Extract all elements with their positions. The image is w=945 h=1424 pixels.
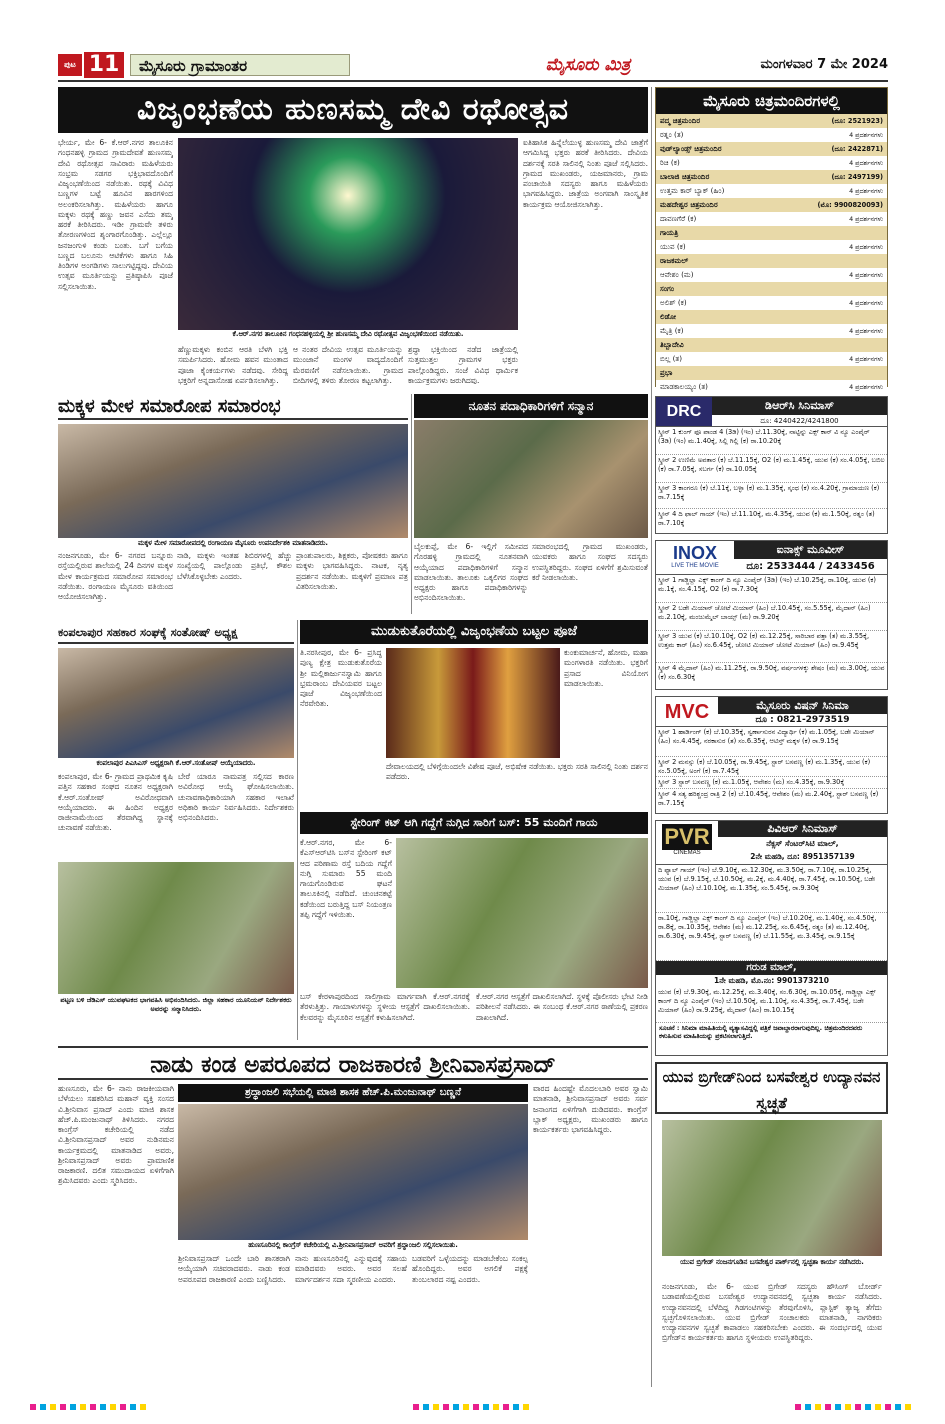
pvr-sublogo: CINEMAS xyxy=(673,850,701,856)
story4-col1: ಕಂಪಲಾಪುರ, ಮೇ 6- ಗ್ರಾಮದ ಪ್ರಾಥಮಿಕ ಕೃಷಿ ಪತ್ತಿನ ಸಹಕಾರ ಸಂಘದ ನೂತನ ಅಧ್ಯಕ್ಷರಾಗಿ ಕೆ.ಆರ್.ಸಂತೋಷ್ ಅವಿರೋಧವಾಗಿ ಆಯ್ಕೆಯಾದರು. ಈ ಹಿಂದಿನ ಅಧ್ಯಕ್ಷರ ರಾಜೀನಾಮೆಯಿಂದ ತೆರವಾಗಿದ್ದ ಸ್ಥಾನಕ್ಕೆ ಚುನಾವಣೆ ನಡೆಯಿತು. xyxy=(58,772,173,833)
theatre-name: ಸಂಗಂ xyxy=(660,284,675,293)
registration-marks xyxy=(30,1404,915,1412)
theatre-film: ಅಲಿಶ್ (ಕ) xyxy=(660,298,687,307)
story1-col3: ಆ ನಂತರ ದೇವಿಯ ಉತ್ಸವ ಮೂರ್ತಿಯನ್ನು ಮುಂಜಾನೆ ಮಂಗಳ ವಾದ್ಯದೊಂದಿಗೆ ಮೆರವಣಿಗೆ ನಡೆಸಲಾಯಿತು. ಗ್ರಾಮದ ಬೀದಿಗಳಲ್ಲಿ ತಳಿರು ತೋರಣ ಕಟ್ಟಲಾಗಿತ್ತು. xyxy=(293,345,403,385)
story7-photo xyxy=(178,1104,528,1240)
story4-headline: ಕಂಪಲಾಪುರ ಸಹಕಾರ ಸಂಘಕ್ಕೆ ಸಂತೋಷ್ ಅಧ್ಯಕ್ಷ xyxy=(58,620,294,644)
header-rule xyxy=(58,80,888,82)
theatre-name: ತಿಬ್ಬಾದೇವಿ xyxy=(660,340,684,349)
page-header xyxy=(58,52,888,80)
pvr-phone: 2ನೇ ಮಹಡಿ, ದೂ: 8951357139 xyxy=(750,852,855,861)
masthead: ಮೈಸೂರು ಮಿತ್ರ xyxy=(545,55,631,75)
page-date: ಮಂಗಳವಾರ 7 ಮೇ 2024 xyxy=(760,57,888,72)
theatre-name-row xyxy=(656,226,887,240)
mvc-title: ಮೈಸೂರು ವಿಷನ್ ಸಿನಿಮಾ xyxy=(718,697,887,714)
story8-headline: ಯುವ ಬ್ರಿಗೇಡ್‌ನಿಂದ ಬಸವೇಶ್ವರ ಉದ್ಯಾನವನ ಸ್ವಚ್ಛತೆ xyxy=(655,1062,888,1114)
theatre-film: ಉತ್ತಮ ಕಾರ್ ಬ್ಯಾಕ್ (ಹಿಂ) xyxy=(660,186,725,195)
inox-title: ಐನಾಕ್ಸ್ ಮೂವೀಸ್ xyxy=(734,541,887,559)
inox-phone: ದೂ: 2533444 / 2433456 xyxy=(746,561,875,572)
story1-col1: ಭೇರ್ಯ, ಮೇ 6- ಕೆ.ಆರ್.ನಗರ ತಾಲೂಕಿನ ಗಂಧನಹಳ್ಳಿ ಗ್ರಾಮದ ಗ್ರಾಮದೇವತೆ ಹುಣಸಮ್ಮ ದೇವಿ ರಥೋತ್ಸವ ಸಾವಿರಾರು ಮಹಿಳೆಯರು ಸಂಭ್ರಮ ಸಡಗರ ಭಕ್ತಿಭಾವದೊಂದಿಗೆ ವಿಜೃಂಭಣೆಯಿಂದ ನಡೆಯಿತು. ರಥಕ್ಕೆ ವಿವಿಧ ಬಣ್ಣಗಳ ಬಟ್ಟೆ ಹೂವಿನ ಹಾರಗಳಿಂದ ಅಲಂಕರಿಸಲಾಗಿತ್ತು. ಮಹಿಳೆಯರು ಹಾಗೂ ಮಕ್ಕಳು ರಥಕ್ಕೆ ಹಣ್ಣು ಜವನ ಎಸೆದು ತಮ್ಮ ಹರಕೆ ತೀರಿಸಿದರು. ಇಡೀ ಗ್ರಾಮವೇ ತಳಿರು ತೋರಣಗಳಿಂದ ಶೃಂಗಾರಗೊಂಡಿತ್ತು. ಎಲ್ಲೆಲ್ಲೂ ಜನಜಂಗುಳಿ ಕಂಡು ಬಂತು. ಬಗೆ ಬಗೆಯ ಬಣ್ಣದ ಬಲೂನು ಆಟಿಕೆಗಳು ಹಾಗೂ ಸಿಹಿ ತಿಂಡಿಗಳ ಅಂಗಡಿಗಳು ಸಾಲುಗಟ್ಟಿದ್ದವು. ದೇವಿಯ ಉತ್ಸವ ಮೂರ್ತಿಯನ್ನು ಪ್ರತಿಷ್ಠಾಪಿಸಿ ಪೂಜೆ ಸಲ್ಲಿಸಲಾಯಿತು. xyxy=(58,138,173,291)
story7-col2: ಶ್ರೀನಿವಾಸಪ್ರಸಾದ್ ಒಂದೇ ಬಾರಿ ಶಾಸಕರಾಗಿ ಆಯ್ಕೆಯಾಗಿ ಸಚಿವರಾದವರು. ನಾಡು ಕಂಡ ಅಪರೂಪದ ರಾಜಕಾರಣಿ ಎಂದು ಬಣ್ಣಿಸಿದರು. xyxy=(178,1254,290,1284)
story4-col2: ಬೇರೆ ಯಾರೂ ನಾಮಪತ್ರ ಸಲ್ಲಿಸದ ಕಾರಣ ಅವಿರೋಧ ಆಯ್ಕೆ ಘೋಷಿಸಲಾಯಿತು. ಚುನಾವಣಾಧಿಕಾರಿಯಾಗಿ ಸಹಕಾರ ಇಲಾಖೆ ಅಧಿಕಾರಿ ಕಾರ್ಯ ನಿರ್ವಹಿಸಿದರು. ನಿರ್ದೇಶಕರು ಅಭಿನಂದಿಸಿದರು. xyxy=(178,772,294,822)
story1-col5: ಐತಿಹಾಸಿಕ ಹಿನ್ನೆಲೆಯುಳ್ಳ ಹುಣಸಮ್ಮ ದೇವಿ ಜಾತ್ರೆಗೆ ಆಗಮಿಸಿದ್ದ ಭಕ್ತರು ಹರಕೆ ತೀರಿಸಿದರು. ದೇವಿಯ ದರ್ಶನಕ್ಕೆ ಸರತಿ ಸಾಲಿನಲ್ಲಿ ನಿಂತು ಪೂಜೆ ಸಲ್ಲಿಸಿದರು. ಗ್ರಾಮದ ಮುಖಂಡರು, ಯಜಮಾನರು, ಗ್ರಾಮ ಪಂಚಾಯಿತಿ ಸದಸ್ಯರು ಹಾಗೂ ಮಹಿಳೆಯರು ಭಾಗವಹಿಸಿದ್ದರು. ಜಾತ್ರೆಯ ಅಂಗವಾಗಿ ಸಾಂಸ್ಕೃತಿಕ ಕಾರ್ಯಕ್ರಮ ಆಯೋಜಿಸಲಾಗಿತ್ತು. xyxy=(523,138,648,209)
story8-photo xyxy=(662,1120,882,1256)
story8-body: ನಂಜನಗೂಡು, ಮೇ 6- ಯುವ ಬ್ರಿಗೇಡ್ ಸದಸ್ಯರು ಹೌಸಿಂಗ್ ಬೋರ್ಡ್ ಬಡಾವಣೆಯಲ್ಲಿರುವ ಬಸವೇಶ್ವರ ಉದ್ಯಾನವನದಲ್ಲಿ ಸ್ವಚ್ಛತಾ ಕಾರ್ಯ ನಡೆಸಿದರು. ಉದ್ಯಾನವನದಲ್ಲಿ ಬೆಳೆದಿದ್ದ ಗಿಡಗಂಟಿಗಳನ್ನು ತೆರವುಗೊಳಿಸಿ, ಪ್ಲಾಸ್ಟಿಕ್ ತ್ಯಾಜ್ಯ ತೆಗೆದು ಸ್ವಚ್ಛಗೊಳಿಸಲಾಯಿತು. ಯುವ ಬ್ರಿಗೇಡ್ ಸಂಚಾಲಕರು ಮಾತನಾಡಿ, ನಾಗರಿಕರು ಉದ್ಯಾನವನಗಳ ಸ್ವಚ್ಛತೆ ಕಾಪಾಡಲು ಸಹಕರಿಸಬೇಕು ಎಂದರು. ಈ ಸಂದರ್ಭದಲ್ಲಿ ಯುವ ಬ್ರಿಗೇಡ್‌ನ ಕಾರ್ಯಕರ್ತರು ಹಾಗೂ ಸ್ಥಳೀಯರು ಉಪಸ್ಥಿತರಿದ್ದರು. xyxy=(662,1282,882,1343)
story7-col1: ಹುಣಸೂರು, ಮೇ 6- ನಾನು ರಾಜಕೀಯವಾಗಿ ಬೆಳೆಯಲು ಸಹಕರಿಸಿದ ಮಹಾನ್ ವ್ಯಕ್ತಿ ಸಂಸದ ವಿ.ಶ್ರೀನಿವಾಸ ಪ್ರಸಾದ್ ಎಂದು ಮಾಜಿ ಶಾಸಕ ಹೆಚ್.ಪಿ.ಮಂಜುನಾಥ್ ತಿಳಿಸಿದರು. ನಗರದ ಕಾಂಗ್ರೆಸ್ ಕಚೇರಿಯಲ್ಲಿ ನಡೆದ ವಿ.ಶ್ರೀನಿವಾಸಪ್ರಸಾದ್ ಅವರ ನುಡಿನಮನ ಕಾರ್ಯಕ್ರಮದಲ್ಲಿ ಮಾತನಾಡಿದ ಅವರು, ಶ್ರೀನಿವಾಸಪ್ರಸಾದ್ ಅವರು ಪ್ರಾಮಾಣಿಕ ರಾಜಕಾರಣಿ. ದಲಿತ ಸಮುದಾಯದ ಏಳಿಗೆಗಾಗಿ ಶ್ರಮಿಸಿದವರು ಎಂದು ಸ್ಮರಿಸಿದರು. xyxy=(58,1084,174,1186)
story5-col1: ತಿ.ನರಸೀಪುರ, ಮೇ 6- ಪ್ರಸಿದ್ಧ ಪುಣ್ಯ ಕ್ಷೇತ್ರ ಮುಡುಕುತೊರೆಯ ಶ್ರೀ ಮಲ್ಲಿಕಾರ್ಜುನಸ್ವಾಮಿ ಹಾಗೂ ಭ್ರಮರಾಂಬ ದೇವಿಯವರ ಬಟ್ಟಲ ಪೂಜೆ ವಿಜೃಂಭಣೆಯಿಂದ ನೆರವೇರಿತು. xyxy=(300,648,382,709)
story5-photo xyxy=(386,648,560,758)
theatre-film: ಆವೇಶಂ (ಮ) xyxy=(660,270,694,279)
mvc-row: ಸ್ಕ್ರೀನ್ 4 ಸತ್ಯ ಹರಿಶ್ಚಂದ್ರ ರಾತ್ರಿ 2 (ಕ) ಬೆ.10.45ಕ್ಕೆ, ಆವೇಶಂ (ಮ) ಮ.2.40ಕ್ಕೆ, ಸ್ಟಾರ್ ಬಸವಣ್ಣ (ಕ) ರಾ.7.15ಕ್ಕೆ xyxy=(658,790,879,807)
theatre-film-row xyxy=(656,352,887,366)
story6-col3: ಕೆ.ಆರ್.ನಗರ ಆಸ್ಪತ್ರೆಗೆ ದಾಖಲಿಸಲಾಗಿದೆ. ಸ್ಥಳಕ್ಕೆ ಪೊಲೀಸರು ಭೇಟಿ ನೀಡಿ ಪರಿಶೀಲನೆ ನಡೆಸಿದರು. ಈ ಸಂಬಂಧ ಕೆ.ಆರ್.ನಗರ ಠಾಣೆಯಲ್ಲಿ ಪ್ರಕರಣ ದಾಖಲಾಗಿದೆ. xyxy=(476,992,648,1022)
garuda-row: ಯುವ (ಕ) ಬೆ.9.30ಕ್ಕೆ, ಮ.12.25ಕ್ಕೆ, ಮ.3.40ಕ್ಕೆ, ಸಂ.6.30ಕ್ಕೆ, ರಾ.10.05ಕ್ಕೆ, ಗಾಡ್ಜಿಲ್ಲಾ ಎಕ್ಸ್ ಕಾಂಗ್ ದಿ ನ್ಯೂ ಎಂಪೈರ್ (ಇಂ) ಬೆ.10.50ಕ್ಕೆ, ಮ.1.10ಕ್ಕೆ, ಸಂ.4.35ಕ್ಕೆ, ರಾ.7.45ಕ್ಕೆ, ಬಡೇ ಮಿಯಾನ್ (ಹಿಂ) ರಾ.9.25ಕ್ಕೆ, ಮೈದಾನ್ (ಹಿಂ) ರಾ.10.15ಕ್ಕೆ xyxy=(656,987,887,1023)
drc-row: ಸ್ಕ್ರೀನ್ 4 ದಿ ಫಾಲ್ ಗಾಯ್ (ಇಂ) ಬೆ.11.10ಕ್ಕೆ, ಮ.4.35ಕ್ಕೆ, ಯುವ (ಕ) ಮ.1.50ಕ್ಕೆ, ರತ್ನಂ (ತ) ರಾ.7.10ಕ್ಕೆ xyxy=(658,510,875,527)
inox-row: ಸ್ಕ್ರೀನ್ 1 ಗಾಡ್ಜಿಲ್ಲಾ ಎಕ್ಸ್ ಕಾಂಗ್ ದಿ ನ್ಯೂ ಎಂಪೈರ್ (3ಡಿ) (ಇಂ) ಬೆ.10.25ಕ್ಕೆ, ರಾ.10ಕ್ಕೆ, ಯುವ (ಕ) ಮ.1ಕ್ಕೆ, ಸಂ.4.15ಕ್ಕೆ, O2 (ಕ) ರಾ.7.30ಕ್ಕೆ xyxy=(656,575,887,603)
theatre-film-row xyxy=(656,128,887,142)
theatre-name: ರಾಜಕಮಲ್ xyxy=(660,256,689,265)
theatre-phone: (ದೂ: 2497199) xyxy=(831,172,883,181)
theatre-name-row xyxy=(656,170,887,184)
story2-photo xyxy=(58,424,408,538)
inox-row: ಸ್ಕ್ರೀನ್ 2 ಬಡೇ ಮಿಯಾನ್ ಚೋಟೆ ಮಿಯಾನ್ (ಹಿಂ) ಬೆ.10.45ಕ್ಕೆ, ಸಂ.5.55ಕ್ಕೆ, ಮೈದಾನ್ (ಹಿಂ) ಮ.2.10ಕ್ಕೆ, ಮಂಜುಮ್ಮೆಲ್ ಬಾಯ್ಸ್ (ಮ) ರಾ.9.20ಕ್ಕೆ xyxy=(656,603,887,631)
story1-col4: ಶ್ರದ್ಧಾ ಭಕ್ತಿಯಿಂದ ನಡೆದ ಜಾತ್ರೆಯಲ್ಲಿ ಸುತ್ತಮುತ್ತಲ ಗ್ರಾಮಗಳ ಭಕ್ತರು ಪಾಲ್ಗೊಂಡಿದ್ದರು. ಸಂಜೆ ವಿವಿಧ ಧಾರ್ಮಿಕ ಕಾರ್ಯಕ್ರಮಗಳು ಜರುಗಿದವು. xyxy=(408,345,518,385)
theatre-film-row xyxy=(656,240,887,254)
story4-photo xyxy=(58,648,294,758)
theatre-shows: 4 ಪ್ರದರ್ಶನಗಳು xyxy=(849,242,883,251)
theatre-shows: 4 ಪ್ರದರ್ಶನಗಳು xyxy=(849,382,883,391)
story1-photo-caption: ಕೆ.ಆರ್.ನಗರ ತಾಲೂಕಿನ ಗಂಧನಹಳ್ಳಿಯಲ್ಲಿ ಶ್ರೀ ಹುಣಸಮ್ಮ ದೇವಿ ರಥೋತ್ಸವ ವಿಜೃಂಭಣೆಯಿಂದ ನಡೆಯಿತು. xyxy=(232,330,464,338)
story2-caption: ಮಕ್ಕಳ ಮೇಳ ಸಮಾರೋಪದಲ್ಲಿ ರಂಗಾಯಣ ಮೈಸೂರು ಉಪನಿರ್ದೇಶಕಿ ಮಾತನಾಡಿದರು. xyxy=(137,539,329,547)
inox-row: ಸ್ಕ್ರೀನ್ 4 ಮೈದಾನ್ (ಹಿಂ) ಮ.11.25ಕ್ಕೆ, ರಾ.9.50ಕ್ಕೆ, ವರ್ಷಂಗಳಕ್ಕು ಶೇಷಂ (ಮ) ಮ.3.00ಕ್ಕೆ, ಯುವ (ಕ) ಸಂ.6.30ಕ್ಕೆ xyxy=(658,664,885,681)
drc-logo: DRC xyxy=(656,397,712,426)
theatre-film-row xyxy=(656,296,887,310)
story6-col1: ಕೆ.ಆರ್.ನಗರ, ಮೇ 6- ಕೆಎಸ್‌ಆರ್‌ಟಿಸಿ ಬಸ್‌ನ ಸ್ಟೇರಿಂಗ್ ಕಟ್ ಆದ ಪರಿಣಾಮ ರಸ್ತೆ ಬದಿಯ ಗದ್ದೆಗೆ ನುಗ್ಗಿ ಸುಮಾರು 55 ಮಂದಿ ಗಾಯಗೊಂಡಿರುವ ಘಟನೆ ತಾಲೂಕಿನಲ್ಲಿ ನಡೆದಿದೆ. ಚುಂಚನಕಟ್ಟೆ ಕಡೆಯಿಂದ ಬರುತ್ತಿದ್ದ ಬಸ್ ನಿಯಂತ್ರಣ ತಪ್ಪಿ ಗದ್ದೆಗೆ ಇಳಿಯಿತು. xyxy=(300,838,392,919)
story7-headline: ನಾಡು ಕಂಡ ಅಪರೂಪದ ರಾಜಕಾರಣಿ ಶ್ರೀನಿವಾಸಪ್ರಸಾದ್ xyxy=(58,1046,648,1080)
story5-col2: ದೇವಾಲಯದಲ್ಲಿ ಬೆಳಿಗ್ಗೆಯಿಂದಲೇ ವಿಶೇಷ ಪೂಜೆ, ಅಭಿಷೇಕ ನಡೆಯಿತು. ಭಕ್ತರು ಸರತಿ ಸಾಲಿನಲ್ಲಿ ನಿಂತು ದರ್ಶನ ಪಡೆದರು. xyxy=(386,762,648,782)
column-divider xyxy=(411,394,412,614)
theatre-shows: 4 ಪ್ರದರ್ಶನಗಳು xyxy=(849,270,883,279)
column-divider xyxy=(297,620,298,1040)
pvr-title: ಪಿವಿಆರ್ ಸಿನಿಮಾಸ್ xyxy=(718,821,887,837)
registration-dot xyxy=(30,1404,150,1410)
mvc-row: ಸ್ಕ್ರೀನ್ 3 ಸ್ಟಾರ್ ಬಸವಣ್ಣ (ಕ) ಮ.1.05ಕ್ಕೆ, ಆವೇಶಂ (ಮ) ಸಂ.4.35ಕ್ಕೆ, ರಾ.9.30ಕ್ಕೆ xyxy=(656,777,887,789)
inox-block xyxy=(655,540,888,690)
theatre-name-row xyxy=(656,254,887,268)
story7-col4: ಬಡವರಿಗೆ ಒಳ್ಳೆಯದನ್ನು ಮಾಡಬೇಕೆಂಬ ಸಂಕಲ್ಪ ಹೊಂದಿದ್ದರು. ಅವರ ಅಗಲಿಕೆ ಪಕ್ಷಕ್ಕೆ ತುಂಬಲಾರದ ನಷ್ಟ ಎಂದರು. xyxy=(412,1254,528,1284)
theatre-name-row xyxy=(656,310,887,324)
drc-row: ಸ್ಕ್ರೀನ್ 3 ಕಾಂಗರೂ (ಕ) ಬೆ.11ಕ್ಕೆ, ಬಳ್ಳಾ (ಕ) ಮ.1.35ಕ್ಕೆ, ಸ್ಕಂಧ (ಕ) ಸಂ.4.20ಕ್ಕೆ, ಗ್ರಾಮಾಯಣ (ಕ) ರಾ.7.15ಕ್ಕೆ xyxy=(656,483,887,509)
story6-col2: ಬಸ್ ಕೇರಳಾಪುರದಿಂದ ಸಾಲಿಗ್ರಾಮ ಮಾರ್ಗವಾಗಿ ಕೆ.ಆರ್.ನಗರಕ್ಕೆ ತೆರಳುತ್ತಿತ್ತು. ಗಾಯಾಳುಗಳನ್ನು ಸ್ಥಳೀಯ ಆಸ್ಪತ್ರೆಗೆ ದಾಖಲಿಸಲಾಯಿತು. ಕೆಲವರನ್ನು ಮೈಸೂರಿನ ಆಸ್ಪತ್ರೆಗೆ ಕಳುಹಿಸಲಾಗಿದೆ. xyxy=(300,992,470,1022)
theatre-film-row xyxy=(656,212,887,226)
garuda-title: ಗರುಡ ಮಾಲ್, xyxy=(656,961,887,975)
story2-col3-visible: ಪ್ರಾಂಶುಪಾಲರು, ಶಿಕ್ಷಕರು, ಪೋಷಕರು ಹಾಗೂ ಮಕ್ಕಳು ಭಾಗವಹಿಸಿದ್ದರು. ನಾಟಕ, ನೃತ್ಯ ಪ್ರದರ್ಶನ ನಡೆಯಿತು. ಮಕ್ಕಳಿಗೆ ಪ್ರಮಾಣ ಪತ್ರ ವಿತರಿಸಲಾಯಿತು. xyxy=(296,551,408,591)
theatre-shows: 4 ಪ್ರದರ್ಶನಗಳು xyxy=(849,326,883,335)
theatre-phone: (ದೂ: 2422871) xyxy=(831,144,883,153)
mvc-phone: ದೂ : 0821-2973519 xyxy=(755,715,850,725)
story1-headline: ವಿಜೃಂಭಣೆಯ ಹುಣಸಮ್ಮ ದೇವಿ ರಥೋತ್ಸವ xyxy=(58,87,648,133)
pvr-row: ರಾ.10ಕ್ಕೆ, ಗಾಡ್ಜಿಲ್ಲಾ ಎಕ್ಸ್ ಕಾಂಗ್ ದಿ ನ್ಯೂ ಎಂಪೈರ್ (ಇಂ) ಬೆ.10.20ಕ್ಕೆ, ಮ.1.40ಕ್ಕೆ, ಸಂ.4.50ಕ್ಕೆ, ರಾ.8ಕ್ಕೆ, ರಾ.10.35ಕ್ಕೆ, ಆವೇಶಂ (ಮ) ಮ.12.25ಕ್ಕೆ, ಸಂ.6.45ಕ್ಕೆ, ರತ್ನಂ (ತ) ಮ.12.40ಕ್ಕೆ, ರಾ.6.30ಕ್ಕೆ, ರಾ.9.45ಕ್ಕೆ, ಸ್ಟಾರ್ ಬಸವಣ್ಣ (ಕ) ಬೆ.11.55ಕ್ಕೆ, ಮ.3.45ಕ್ಕೆ, ರಾ.9.15ಕ್ಕೆ xyxy=(656,913,887,961)
theatre-film: ರತ್ನಂ (ತ) xyxy=(660,130,684,139)
story5-headline: ಮುಡುಕುತೊರೆಯಲ್ಲಿ ವಿಜೃಂಭಣೆಯ ಬಟ್ಟಲ ಪೂಜೆ xyxy=(300,620,648,644)
drc-row: ಸ್ಕ್ರೀನ್ 2 ಉಣಿಮೆ ಅವತಾರ (ಕ) ಬೆ.11.15ಕ್ಕೆ, O2 (ಕ) ಮ.1.45ಕ್ಕೆ, ಯುವ (ಕ) ಸಂ.4.05ಕ್ಕೆ, ಬಬಿಲ (ಕ) ರಾ.7.05ಕ್ಕೆ, ಸಬರ್ಗ (ಕ) ರಾ.10.05ಕ್ಕೆ xyxy=(656,455,887,483)
story6-headline: ಸ್ಟೇರಿಂಗ್ ಕಟ್ ಆಗಿ ಗದ್ದೆಗೆ ನುಗ್ಗಿದ ಸಾರಿಗೆ ಬಸ್: 55 ಮಂದಿಗೆ ಗಾಯ xyxy=(300,812,648,834)
story4-photo2 xyxy=(58,862,294,994)
story7-subhead: ಶ್ರದ್ಧಾಂಜಲಿ ಸಭೆಯಲ್ಲಿ ಮಾಜಿ ಶಾಸಕ ಹೆಚ್.ಪಿ.ಮಂಜುನಾಥ್ ಬಣ್ಣನೆ xyxy=(178,1084,528,1102)
theatre-film: ಯುವ (ಕ) xyxy=(660,242,686,251)
story3-photo xyxy=(414,420,648,538)
registration-dot xyxy=(413,1404,533,1410)
story3-headline: ನೂತನ ಪದಾಧಿಕಾರಿಗಳಿಗೆ ಸನ್ಮಾನ xyxy=(414,394,648,418)
story4-caption2: ಪಟ್ಟಣ ಬಳಿ ಜೆಡಿಎಸ್ ಯುವಘಟಕದ ಭಾಗವಹಿಸಿ ಅಭಿನಂದಿಸಿದರು. ಜಿಲ್ಲಾ ಸಹಕಾರ ಯೂನಿಯನ್ ನಿರ್ದೇಶಕರು ಅವರನ್ನು ಸನ್ಮಾನಿಸಿದರು. xyxy=(60,996,292,1013)
theatre-name-row xyxy=(656,366,887,380)
story8-caption: ಯುವ ಬ್ರಿಗೇಡ್ ನಂಜನಗೂಡಿನ ಬಸವೇಶ್ವರ ಪಾರ್ಕ್‌ನಲ್ಲಿ ಸ್ವಚ್ಛತಾ ಕಾರ್ಯ ನಡೆಸಿದರು. xyxy=(680,1258,864,1266)
theatre-name-row xyxy=(656,142,887,156)
story6-photo xyxy=(396,838,648,988)
drc-phone: ದೂ: 4240422/4241800 xyxy=(760,417,839,425)
story7-col3: ನಾನು ಹುಣಸೂರಿನಲ್ಲಿ ಎನ್ನುವುದಕ್ಕೆ ಸಹಾಯ ಮಾಡಿದವರು ಅವರು. ಅವರ ಸಲಹೆ ಮಾರ್ಗದರ್ಶನ ಸದಾ ಸ್ಮರಣೀಯ ಎಂದರು. xyxy=(295,1254,407,1284)
garuda-phone: 1ನೇ ಮಹಡಿ, ಮೊ.ನಂ: 9901373210 xyxy=(713,976,829,985)
theatre-film: ಬಿಲ್ಲ (ತ) xyxy=(660,354,683,363)
theatre-film-row xyxy=(656,156,887,170)
theatre-name: ಬಾಲಾಜಿ ಚಿತ್ರಮಂದಿರ xyxy=(660,172,710,181)
theatre-name: ಲಿಡೋ xyxy=(660,312,677,321)
story3-col1: ಬೈಲಕುಪ್ಪೆ, ಮೇ 6- ಇಲ್ಲಿಗೆ ಸಮೀಪದ ಗೊರಹಳ್ಳಿ ಗ್ರಾಮದಲ್ಲಿ ನೂತನವಾಗಿ ಆಯ್ಕೆಯಾದ ಪದಾಧಿಕಾರಿಗಳಿಗೆ ಸನ್ಮಾನ ಮಾಡಲಾಯಿತು. ತಾಲೂಕು ಒಕ್ಕಲಿಗರ ಸಂಘದ ಅಧ್ಯಕ್ಷರು ಹಾಗೂ ಪದಾಧಿಕಾರಿಗಳನ್ನು ಅಭಿನಂದಿಸಲಾಯಿತು. xyxy=(414,542,528,603)
inox-logo: INOX xyxy=(672,543,717,563)
theatre-name: ಮಹದೇಶ್ವರ ಚಿತ್ರಮಂದಿರ xyxy=(660,200,718,209)
story1-col2: ಹೆಣ್ಣುಮಕ್ಕಳು ಕಂಬಿನ ಆರತಿ ಬೆಳಗಿ ಭಕ್ತಿ ಸಮರ್ಪಿಸಿದರು. ಹೋಮ ಹವನ ಮುಂತಾದ ಪೂಜಾ ಕೈಂಕರ್ಯಗಳು ನಡೆದವು. ಸೇರಿದ್ದ ಭಕ್ತರಿಗೆ ಅನ್ನದಾಸೋಹ ಏರ್ಪಡಿಸಲಾಗಿತ್ತು. xyxy=(178,345,288,385)
mvc-block xyxy=(655,696,888,814)
mvc-row: ಸ್ಕ್ರೀನ್ 2 ಮನಸ್ಸು (ಕ) ಬೆ.10.05ಕ್ಕೆ, ರಾ.9.45ಕ್ಕೆ, ಸ್ಟಾರ್ ಬಸವಣ್ಣ (ಕ) ಮ.1.35ಕ್ಕೆ, ಯುವ (ಕ) ಸಂ.5.05ಕ್ಕೆ, ಅಂಗೆ (ಕ) ರಾ.7.45ಕ್ಕೆ xyxy=(656,757,887,777)
drc-title: ಡಿಆರ್‌ಸಿ ಸಿನಿಮಾಸ್ xyxy=(712,397,887,415)
story4-caption: ಕಂಪಲಾಪುರ ಪಿಎಸಿಎಸ್ ಅಧ್ಯಕ್ಷರಾಗಿ ಕೆ.ಆರ್.ಸಂತೋಷ್ ಆಯ್ಕೆಯಾದರು. xyxy=(96,759,256,767)
theatre-phone: (ಮೊ: 9900820093) xyxy=(817,200,883,209)
theatre-name-row xyxy=(656,338,887,352)
theatre-film: ಮೈತ್ರಿ (ಕ) xyxy=(660,326,684,335)
theatre-name-row xyxy=(656,198,887,212)
story2-headline: ಮಕ್ಕಳ ಮೇಳ ಸಮಾರೋಪ ಸಮಾರಂಭ xyxy=(58,394,408,420)
pvr-logo: PVR xyxy=(662,824,712,850)
theatre-name-row xyxy=(656,282,887,296)
theatre-phone: (ದೂ: 2521923) xyxy=(831,116,883,125)
inox-row: ಸ್ಕ್ರೀನ್ 3 ಯುವ (ಕ) ಬೆ.10.10ಕ್ಕೆ, O2 (ಕ) ಮ.12.25ಕ್ಕೆ, ಸಾರಿಬಾರ ಪತ್ತಾ (ತ) ಮ.3.55ಕ್ಕೆ, ಉತ್ತಮ ಕಾರ್ (ಹಿಂ) ಸಂ.6.45ಕ್ಕೆ, ಚೋಟಿ ಮಿಯಾನ್ ಚೋಟೆ ಮಿಯಾನ್ (ಹಿಂ) ರಾ.9.45ಕ್ಕೆ xyxy=(656,631,887,663)
theatre-film-row xyxy=(656,184,887,198)
theatre-film: ರಿಚಿ (ಕ) xyxy=(660,158,680,167)
theatre-shows: 4 ಪ್ರದರ್ಶನಗಳು xyxy=(849,298,883,307)
theatre-film-row xyxy=(656,380,887,394)
theatre-shows: 4 ಪ್ರದರ್ಶನಗಳು xyxy=(849,158,883,167)
pvr-row: ದಿ ಫ್ಯಾಲ್ ಗಾಯ್ (ಇಂ) ಬೆ.9.10ಕ್ಕೆ, ಮ.12.30ಕ್ಕೆ, ಮ.3.50ಕ್ಕೆ, ರಾ.7.10ಕ್ಕೆ, ರಾ.10.25ಕ್ಕೆ, ಯುವ (ಕ) ಬೆ.9.15ಕ್ಕೆ, ಬೆ.10.50ಕ್ಕೆ, ಮ.2ಕ್ಕೆ, ಮ.4.40ಕ್ಕೆ, ರಾ.7.45ಕ್ಕೆ, ರಾ.10.50ಕ್ಕೆ, ಬಡೇ ಮಿಯಾನ್ (ಹಿಂ) ಬೆ.10.10ಕ್ಕೆ, ಮ.1.35ಕ್ಕೆ, ಸಂ.5.45ಕ್ಕೆ, ರಾ.9.30ಕ್ಕೆ xyxy=(656,865,887,913)
theatre-film: ದಾವಣಗೆರೆ (ಕ) xyxy=(660,214,697,223)
inox-tagline: LIVE THE MOVIE xyxy=(671,563,719,569)
cinema-title: ಮೈಸೂರು ಚಿತ್ರಮಂದಿರಗಳಲ್ಲಿ xyxy=(656,88,887,114)
story7-col5: ವಾರದ ಹಿಂದಷ್ಟೇ ಮೊದಲಬಾರಿ ಅವರ ಸ್ವಾಮಿ ಮಾತನಾಡಿ, ಶ್ರೀನಿವಾಸಪ್ರಸಾದ್ ಅವರು ಸರ್ವ ಜನಾಂಗದ ಏಳಿಗೆಗಾಗಿ ದುಡಿದವರು. ಕಾಂಗ್ರೆಸ್ ಬ್ಲಾಕ್ ಅಧ್ಯಕ್ಷರು, ಮುಖಂಡರು ಹಾಗೂ ಕಾರ್ಯಕರ್ತರು ಭಾಗವಹಿಸಿದ್ದರು. xyxy=(533,1084,648,1134)
mvc-row: ಸ್ಕ್ರೀನ್ 1 ಹಾರ್ಡಿಂಗ್ (ಕ) ಬೆ.10.35ಕ್ಕೆ, ಸ್ವರ್ಣಾಸುರನ ವಿದ್ಯಾರ್ಥಿ (ಕ) ಮ.1.05ಕ್ಕೆ, ಬಡೇ ಮಿಯಾನ್ (ಹಿಂ) ಸಂ.4.45ಕ್ಕೆ, ನರಕಾಸುರ (ತ) ಸಂ.6.35ಕ್ಕೆ, ಆಟಿಸ್ತ್ ಮಕ್ಕಳ (ಕ) ರಾ.9.15ಕ್ಕೆ xyxy=(656,727,887,757)
pvr-mall: ನೆಕ್ಸಸ್ ಸೆಂಟರ್‌ಸಿಟಿ ಮಾಲ್, xyxy=(766,839,839,848)
section-name: ಮೈಸೂರು ಗ್ರಾಮಾಂತರ xyxy=(130,54,350,76)
cinema-panel xyxy=(655,87,888,391)
theatre-shows: 4 ಪ್ರದರ್ಶನಗಳು xyxy=(849,130,883,139)
theatre-name: ಗಾಯತ್ರಿ xyxy=(660,228,679,237)
theatre-list xyxy=(656,114,887,394)
story3-col2: ಸಮಾರಂಭದಲ್ಲಿ ಗ್ರಾಮದ ಮುಖಂಡರು, ಯುವಕರು ಹಾಗೂ ಸಂಘದ ಸದಸ್ಯರು ಉಪಸ್ಥಿತರಿದ್ದರು. ಸಂಘದ ಏಳಿಗೆಗೆ ಶ್ರಮಿಸುವಂತೆ ಕರೆ ನೀಡಲಾಯಿತು. xyxy=(532,542,648,582)
theatre-shows: 4 ಪ್ರದರ್ಶನಗಳು xyxy=(849,354,883,363)
story7-caption: ಹುಣಸೂರಿನಲ್ಲಿ ಕಾಂಗ್ರೆಸ್ ಕಚೇರಿಯಲ್ಲಿ ವಿ.ಶ್ರೀನಿವಾಸಪ್ರಸಾದ್ ಅವರಿಗೆ ಶ್ರದ್ಧಾಂಜಲಿ ಸಲ್ಲಿಸಲಾಯಿತು. xyxy=(248,1241,458,1249)
drc-block xyxy=(655,396,888,534)
story1-photo xyxy=(178,138,518,330)
story5-col3: ಕುಂಕುಮಾರ್ಚನೆ, ಹೋಮ, ಮಹಾ ಮಂಗಳಾರತಿ ನಡೆಯಿತು. ಭಕ್ತರಿಗೆ ಪ್ರಸಾದ ವಿನಿಯೋಗ ಮಾಡಲಾಯಿತು. xyxy=(564,648,648,688)
pvr-block xyxy=(655,820,888,1056)
registration-dot xyxy=(795,1404,915,1410)
theatre-shows: 4 ಪ್ರದರ್ಶನಗಳು xyxy=(849,214,883,223)
theatre-name: ಪದ್ಮ ಚಿತ್ರಮಂದಿರ xyxy=(660,116,701,125)
cinema-note: ಸೂಚನೆ : ಸಿನಿಮಾ ಮಾಹಿತಿಯಲ್ಲಿ ವ್ಯತ್ಯಾಸವಿದ್ದಲ್ಲಿ ಪತ್ರಿಕೆ ಜವಾಬ್ದಾರರಾಗುವುದಿಲ್ಲ. ಚಿತ್ರಮಂದಿರದವರು ಕಳುಹಿಸುವ ಮಾಹಿತಿಯನ್ನು ಪ್ರಕಟಿಸಲಾಗುತ್ತಿದೆ. xyxy=(659,1024,863,1041)
theatre-shows: 4 ಪ್ರದರ್ಶನಗಳು xyxy=(849,186,883,195)
story2-col2: ನಾಡಿ, ಮಕ್ಕಳು ಇಂತಹ ಶಿಬಿರಗಳಲ್ಲಿ ಹೆಚ್ಚು ಸಂಖ್ಯೆಯಲ್ಲಿ ಪಾಲ್ಗೊಂಡು ಪ್ರತಿಭೆ, ಕೌಶಲ ಬೆಳೆಸಿಕೊಳ್ಳಬೇಕು ಎಂದರು. xyxy=(177,551,292,581)
theatre-film-row xyxy=(656,324,887,338)
theatre-film: ಮಾಡಕಾಲಯ್ಯಂ (ತ) xyxy=(660,382,708,391)
drc-row: ಸ್ಕ್ರೀನ್ 1 ಕುಂಗ್ ಫೂ ಪಾಂಡ 4 (3ಡಿ) (ಇಂ) ಬೆ.11.30ಕ್ಕೆ, ನಾಟ್ಟಿನ್ನು ಎಕ್ಸ್ ಕಾನ್ ವಿ ನ್ಯೂ ಎಂಪೈರ್ (3ಡಿ) (ಇಂ) ಮ.1.40ಕ್ಕೆ, ಸಿಲ್ಲಿ ಗಿಲ್ಲಿ (ಕ) ರಾ.10.20ಕ್ಕೆ xyxy=(656,427,887,455)
story2-col1: ನಂಜನಗೂಡು, ಮೇ 6- ನಗರದ ಬನ್ನೂರು ರಸ್ತೆಯಲ್ಲಿರುವ ಶಾಲೆಯಲ್ಲಿ 24 ದಿನಗಳ ಮಕ್ಕಳ ಮೇಳ ಕಾರ್ಯಕ್ರಮದ ಸಮಾರೋಪ ಸಮಾರಂಭ ನಡೆಯಿತು. ರಂಗಾಯಣ ಮೈಸೂರು ವತಿಯಿಂದ ಆಯೋಜಿಸಲಾಗಿತ್ತು. xyxy=(58,551,173,601)
page-label: ಪುಟ xyxy=(58,54,82,76)
theatre-name: ಪ್ರಭಾ xyxy=(660,368,673,377)
column-divider xyxy=(651,87,652,1387)
theatre-film-row xyxy=(656,268,887,282)
mvc-logo: MVC xyxy=(664,701,710,723)
theatre-name-row xyxy=(656,114,887,128)
theatre-name: ವುಡ್‌ಲ್ಯಾಂಡ್ಸ್ ಚಿತ್ರಮಂದಿರ xyxy=(660,144,722,153)
page-number: 11 xyxy=(84,52,124,78)
